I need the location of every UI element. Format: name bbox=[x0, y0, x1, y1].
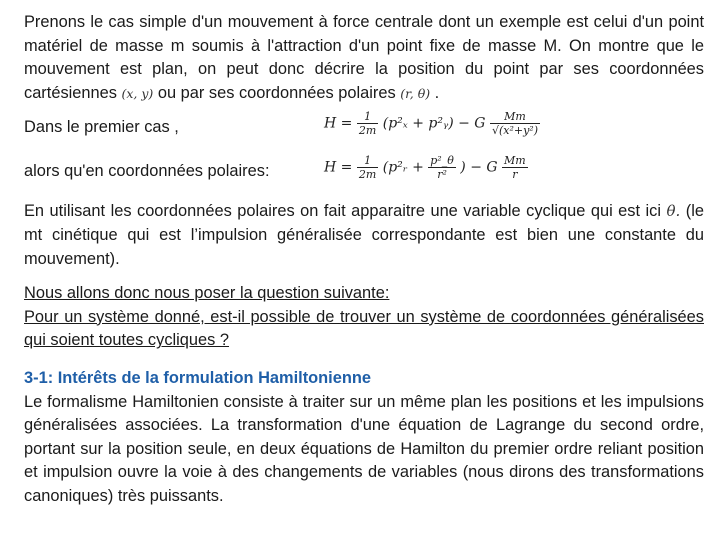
cyclic-variable-paragraph bbox=[24, 200, 704, 271]
cyclic-text-2: (le mt cinétique qui est l’impulsion généralisée correspondante est bien une constante du mouvement). bbox=[24, 202, 704, 268]
polar-hamiltonian-equation: H = $\frac{1}{2m}$ (p²ᵣ + $\frac{\text{p²\_θ}}{\text{r²}}$ ) − G $\frac{Mm}{r}$ bbox=[324, 154, 526, 182]
polar-hamiltonian-row bbox=[24, 154, 704, 200]
intro-mid-text: ou par ses coordonnées polaires bbox=[157, 83, 396, 102]
intro-end: . bbox=[434, 83, 440, 102]
cartesian-hamiltonian-equation: H = $\frac{1}{2m}$ (p²ₓ + p²ᵧ) − G $\frac{Mm}{\text{√(x²+y²)}}$ bbox=[324, 110, 538, 138]
intro-text: Prenons le cas simple d'un mouvement à force centrale dont un exemple est celui d'un point matériel de masse m soumis à l'attraction d'un point fixe de masse M. On montre que le mouvement est plan, on peut donc décrire la position du point par ses coordonnées cartésiennes bbox=[24, 13, 704, 102]
cartesian-coords-formula: (x, y) bbox=[121, 85, 154, 101]
cartesian-case-label: Dans le premier cas , bbox=[24, 118, 179, 137]
polar-coords-formula: (r, θ) bbox=[400, 85, 431, 101]
cyclic-text-1: En utilisant les coordonnées polaires on fait apparaitre une variable cyclique qui est ici bbox=[24, 202, 661, 221]
slide-content bbox=[24, 11, 704, 509]
section-heading: 3-1: Intérêts de la formulation Hamiltonienne bbox=[24, 368, 371, 387]
intro-paragraph bbox=[24, 11, 704, 105]
question-paragraph bbox=[24, 282, 704, 353]
section-body: Le formalisme Hamiltonien consiste à traiter sur un même plan les positions et les impulsions généralisées associées. La transformation d'une équation de Lagrange du second ordre, portant sur la position seule, en deux équations de Hamilton du premier ordre reliant position et impulsion ouvre la voie à des changements de variables (nous dirons des transformations canoniques) très puissants. bbox=[24, 392, 704, 505]
question-line-1: Nous allons donc nous poser la question suivante: bbox=[24, 284, 390, 303]
theta-symbol: θ. bbox=[666, 202, 681, 221]
polar-case-label: alors qu'en coordonnées polaires: bbox=[24, 162, 270, 181]
question-line-2: Pour un système donné, est-il possible de trouver un système de coordonnées généralisées qui soient toutes cycliques ? bbox=[24, 307, 704, 350]
